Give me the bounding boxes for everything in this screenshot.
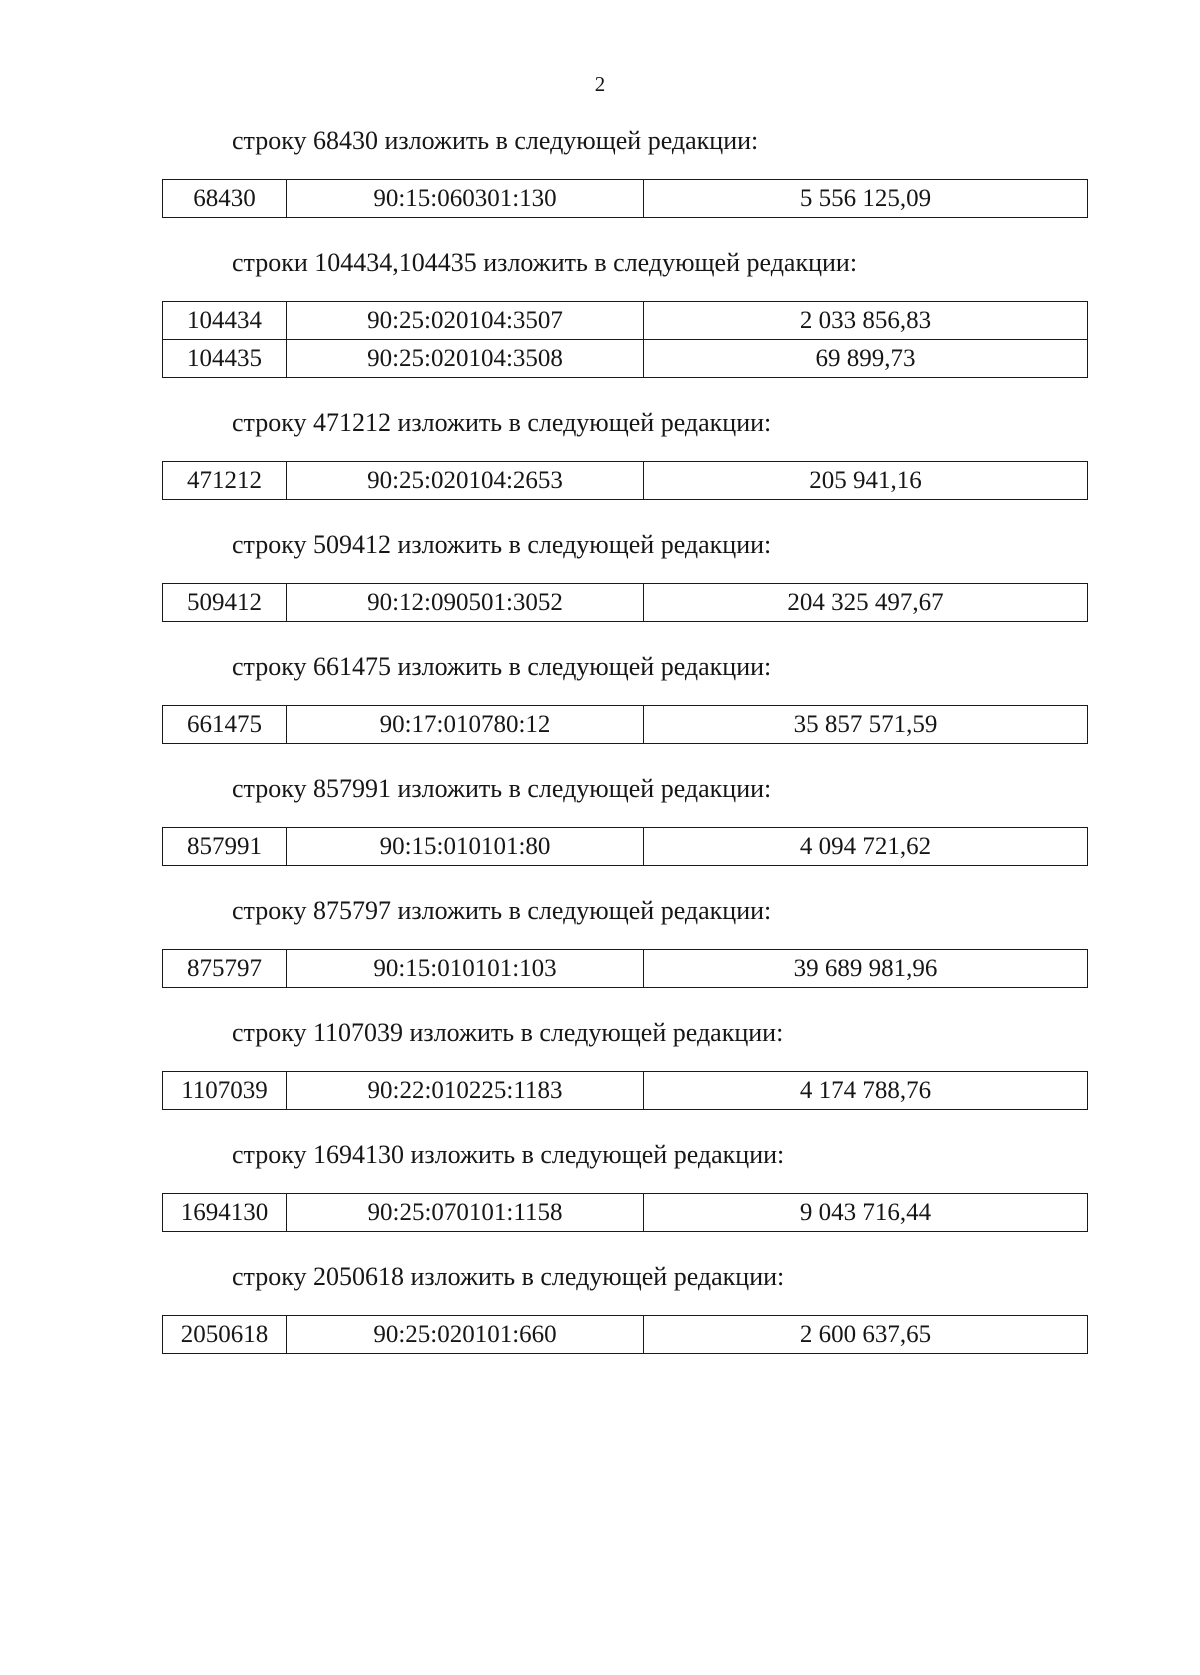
row-number-cell: 104435 <box>163 340 287 378</box>
amendment-instruction: строку 857991 изложить в следующей редакции: <box>232 774 772 803</box>
cadastral-value-cell: 2 600 637,65 <box>644 1316 1088 1354</box>
amendment-section <box>162 894 1087 988</box>
row-number-cell: 1107039 <box>163 1072 287 1110</box>
row-number-cell: 471212 <box>163 462 287 500</box>
table-row <box>163 1072 1088 1110</box>
amendment-instruction: строку 2050618 изложить в следующей редакции: <box>232 1262 785 1291</box>
cadastral-number-cell: 90:25:020104:3508 <box>287 340 644 378</box>
cadastral-number-cell: 90:25:070101:1158 <box>287 1194 644 1232</box>
row-number-cell: 857991 <box>163 828 287 866</box>
amendment-instruction: строку 68430 изложить в следующей редакции: <box>232 126 759 155</box>
cadastral-value-cell: 205 941,16 <box>644 462 1088 500</box>
cadastral-value-cell: 69 899,73 <box>644 340 1088 378</box>
table-row <box>163 828 1088 866</box>
cadastral-number-cell: 90:22:010225:1183 <box>287 1072 644 1110</box>
cadastral-number-cell: 90:15:010101:103 <box>287 950 644 988</box>
table-row <box>163 706 1088 744</box>
amendment-instruction: строку 875797 изложить в следующей редакции: <box>232 896 772 925</box>
cadastral-number-cell: 90:15:010101:80 <box>287 828 644 866</box>
page-number: 2 <box>594 72 606 96</box>
row-number-cell: 104434 <box>163 302 287 340</box>
amendment-table <box>162 705 1088 744</box>
cadastral-value-cell: 2 033 856,83 <box>644 302 1088 340</box>
amendment-section <box>162 1138 1087 1232</box>
table-row <box>163 1194 1088 1232</box>
amendment-table <box>162 949 1088 988</box>
amendment-table <box>162 1071 1088 1110</box>
table-row <box>163 584 1088 622</box>
cadastral-number-cell: 90:17:010780:12 <box>287 706 644 744</box>
row-number-cell: 1694130 <box>163 1194 287 1232</box>
table-row <box>163 302 1088 340</box>
amendment-table <box>162 1315 1088 1354</box>
table-row <box>163 180 1088 218</box>
cadastral-value-cell: 4 174 788,76 <box>644 1072 1088 1110</box>
amendment-instruction: строку 1107039 изложить в следующей редакции: <box>232 1018 784 1047</box>
table-row <box>163 340 1088 378</box>
amendment-table <box>162 301 1088 378</box>
cadastral-value-cell: 9 043 716,44 <box>644 1194 1088 1232</box>
cadastral-number-cell: 90:25:020104:3507 <box>287 302 644 340</box>
table-row <box>163 462 1088 500</box>
amendment-table <box>162 1193 1088 1232</box>
amendment-table <box>162 583 1088 622</box>
row-number-cell: 661475 <box>163 706 287 744</box>
amendment-section <box>162 124 1087 218</box>
cadastral-value-cell: 39 689 981,96 <box>644 950 1088 988</box>
cadastral-number-cell: 90:15:060301:130 <box>287 180 644 218</box>
cadastral-value-cell: 204 325 497,67 <box>644 584 1088 622</box>
amendment-section <box>162 1016 1087 1110</box>
row-number-cell: 2050618 <box>163 1316 287 1354</box>
amendment-table <box>162 827 1088 866</box>
amendment-instruction: строку 509412 изложить в следующей редакции: <box>232 530 772 559</box>
cadastral-value-cell: 35 857 571,59 <box>644 706 1088 744</box>
row-number-cell: 68430 <box>163 180 287 218</box>
amendment-section <box>162 406 1087 500</box>
cadastral-number-cell: 90:12:090501:3052 <box>287 584 644 622</box>
amendment-section <box>162 528 1087 622</box>
cadastral-value-cell: 5 556 125,09 <box>644 180 1088 218</box>
amendment-instruction: строку 471212 изложить в следующей редакции: <box>232 408 772 437</box>
cadastral-number-cell: 90:25:020101:660 <box>287 1316 644 1354</box>
table-row <box>163 950 1088 988</box>
amendment-instruction: строку 661475 изложить в следующей редакции: <box>232 652 772 681</box>
cadastral-value-cell: 4 094 721,62 <box>644 828 1088 866</box>
row-number-cell: 509412 <box>163 584 287 622</box>
amendment-instruction: строку 1694130 изложить в следующей редакции: <box>232 1140 785 1169</box>
amendment-table <box>162 179 1088 218</box>
amendment-table <box>162 461 1088 500</box>
amendment-instruction: строки 104434,104435 изложить в следующей редакции: <box>232 248 858 277</box>
amendments-list <box>162 124 1087 1382</box>
cadastral-number-cell: 90:25:020104:2653 <box>287 462 644 500</box>
row-number-cell: 875797 <box>163 950 287 988</box>
table-row <box>163 1316 1088 1354</box>
amendment-section <box>162 1260 1087 1354</box>
amendment-section <box>162 650 1087 744</box>
amendment-section <box>162 246 1087 378</box>
amendment-section <box>162 772 1087 866</box>
